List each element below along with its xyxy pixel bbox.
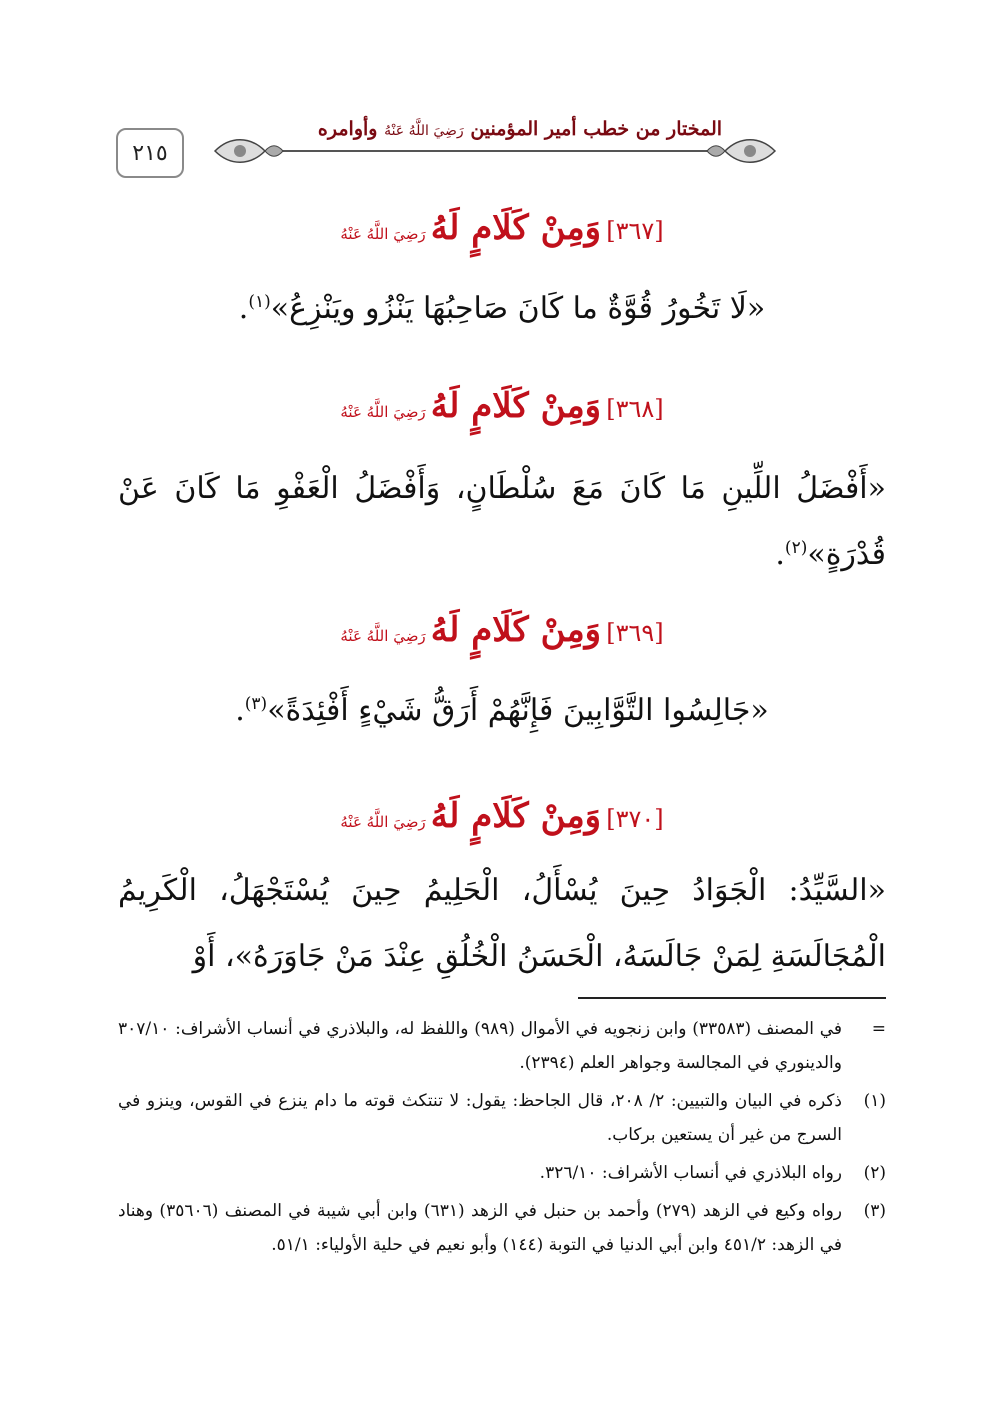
section-title: وَمِنْ كَلَامٍ لَهُ: [430, 386, 602, 426]
quote-end: .: [238, 291, 249, 326]
footnote-divider: [578, 997, 886, 999]
quote-end: .: [775, 537, 785, 572]
section-heading-370: [118, 796, 886, 836]
page-number-box: [116, 128, 184, 178]
quote-text: «لَا تَخُورُ قُوَّةٌ ما كَانَ صَاحِبُهَا يَنْزُو ويَنْزِعُ»: [270, 291, 766, 326]
section-heading-368: [118, 386, 886, 426]
quote-367: [118, 276, 886, 342]
footnotes: [118, 1012, 886, 1266]
section-title: وَمِنْ كَلَامٍ لَهُ: [430, 796, 602, 836]
quote-370: [118, 858, 886, 990]
footnote-mark: =: [871, 1019, 886, 1039]
footnote-text: رواه البلاذري في أنساب الأشراف: ٣٢٦/١٠.: [539, 1163, 842, 1183]
page-number: ٢١٥: [132, 140, 168, 166]
section-honor: رَضِيَ اللَّهُ عَنْهُ: [340, 627, 426, 645]
running-title-honor: رَضِيَ اللَّهُ عَنْهُ: [384, 123, 464, 139]
section-heading-367: [118, 208, 886, 248]
footnote-mark: (١): [863, 1091, 886, 1111]
footnote-ref: (١): [248, 292, 271, 312]
section-honor: رَضِيَ اللَّهُ عَنْهُ: [340, 403, 426, 421]
footnote-ref: (٢): [784, 538, 808, 558]
footnote-text: في المصنف (٣٣٥٨٣) وابن زنجويه في الأموال (٩٨٩) واللفظ له، والبلاذري في أنساب الأشراف: ٣٠٧/١٠ والدينوري في المجالسة وجواهر العلم (٢٣٩٤).: [118, 1019, 843, 1073]
section-number: [٣٧٠]: [606, 805, 664, 833]
section-title: وَمِنْ كَلَامٍ لَهُ: [430, 208, 602, 248]
running-title-end: وأوامره: [317, 118, 378, 140]
footnote-3: [118, 1194, 886, 1262]
footnote-text: ذكره في البيان والتبيين: ٢/ ٢٠٨، قال الجاحظ: يقول: لا تنتكث قوته ما دام ينزع في القوس، وينزو في السرج من غير أن يستعين بركاب.: [118, 1091, 842, 1145]
running-title-text: المختار من خطب أمير المؤمنين: [470, 118, 723, 140]
section-honor: رَضِيَ اللَّهُ عَنْهُ: [340, 813, 426, 831]
section-number: [٣٦٩]: [606, 619, 664, 647]
quote-text: «جَالِسُوا التَّوَّابِينَ فَإِنَّهُمْ أَرَقُّ شَيْءٍ أَفْئِدَةً»: [267, 693, 769, 728]
section-heading-369: [118, 610, 886, 650]
running-title: [300, 118, 740, 140]
quote-text: «السَّيِّدُ: الْجَوَادُ حِينَ يُسْأَلُ، الْحَلِيمُ حِينَ يُسْتَجْهَلُ، الْكَرِيمُ الْمُجَالَسَةِ لِمَنْ جَالَسَهُ، الْحَسَنُ الْخُلُقِ عِنْدَ مَنْ جَاوَرَهُ»، أَوْ: [118, 873, 886, 974]
quote-368: [118, 456, 886, 588]
footnote-text: رواه وكيع في الزهد (٢٧٩) وأحمد بن حنبل في الزهد (٦٣١) وابن أبي شيبة في المصنف (٣٥٦٠٦) وهناد في الزهد: ٤٥١/٢ وابن أبي الدنيا في التوبة (١٤٤) وأبو نعيم في حلية الأولياء: ٥١/١.: [118, 1201, 842, 1255]
footnote-continuation: [118, 1012, 886, 1080]
section-number: [٣٦٧]: [606, 217, 664, 245]
section-honor: رَضِيَ اللَّهُ عَنْهُ: [340, 225, 426, 243]
footnote-1: [118, 1084, 886, 1152]
footnote-2: [118, 1156, 886, 1190]
quote-text: «أَفْضَلُ اللِّينِ مَا كَانَ مَعَ سُلْطَانٍ، وَأَفْضَلُ الْعَفْوِ مَا كَانَ عَنْ قُدْرَةٍ»: [118, 471, 886, 572]
quote-end: .: [235, 693, 245, 728]
section-number: [٣٦٨]: [606, 395, 664, 423]
section-title: وَمِنْ كَلَامٍ لَهُ: [430, 610, 602, 650]
footnote-mark: (٣): [863, 1201, 886, 1221]
footnote-mark: (٢): [863, 1163, 886, 1183]
footnote-ref: (٣): [244, 694, 268, 714]
quote-369: [118, 678, 886, 744]
